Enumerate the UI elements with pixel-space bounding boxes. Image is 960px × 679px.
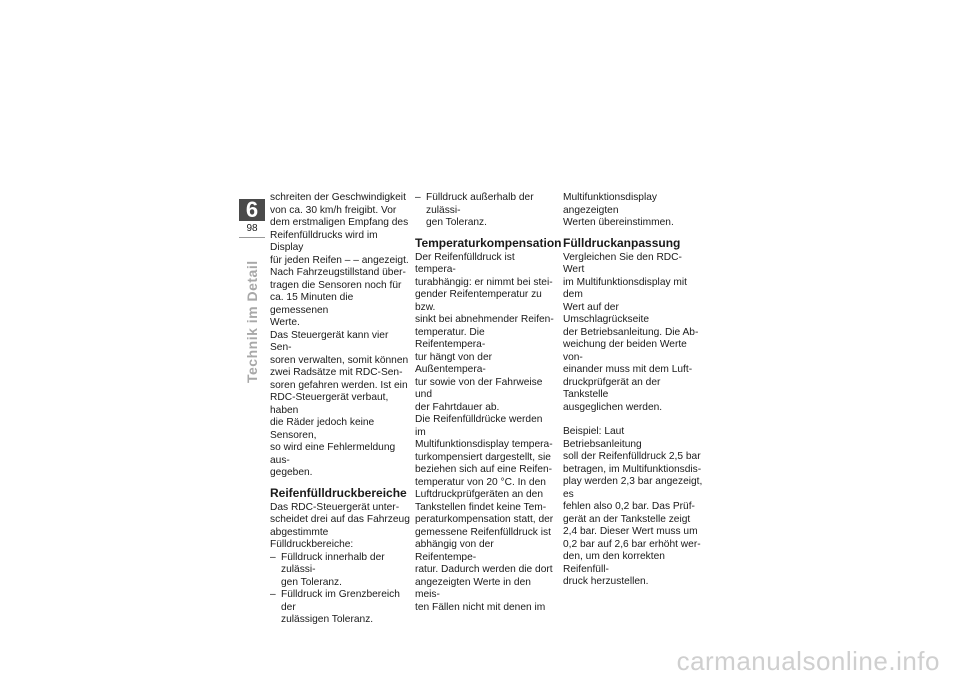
- section-heading: Fülldruckanpassung: [563, 235, 681, 250]
- list-item: – Fülldruck außerhalb der zulässi- gen Toleranz.: [415, 192, 555, 230]
- text-column-3: [563, 192, 703, 589]
- text-column-1: [270, 192, 410, 627]
- chapter-divider: [239, 237, 265, 238]
- section-heading: Reifenfülldruckbereiche: [270, 485, 407, 500]
- chapter-number-tab: 6: [239, 199, 265, 221]
- section-heading: Temperaturkompensation: [415, 235, 562, 250]
- paragraph-spacer: [563, 414, 703, 426]
- text-column-2: [415, 192, 562, 614]
- watermark: carmanualsonline.info: [676, 646, 940, 676]
- list-item: – Fülldruck im Grenzbereich der zulässigen Toleranz.: [270, 589, 410, 627]
- paragraph: Das RDC-Steuergerät unter- scheidet drei auf das Fahrzeug abgestimmte Fülldruckbereiche:: [270, 501, 410, 550]
- list-item: – Fülldruck innerhalb der zulässi- gen Toleranz.: [270, 552, 410, 590]
- paragraph: Das Steuergerät kann vier Sen- soren verwalten, somit können zwei Radsätze mit RDC-Sen- soren gefahren werden. Ist ein RDC-Steuergerät verbaut, haben die Räder jedoch keine Sensoren, so wird eine Fehlermeldung aus- gegeben.: [270, 329, 409, 478]
- page-number: 98: [246, 223, 258, 234]
- paragraph: Vergleichen Sie den RDC-Wert im Multifunktionsdisplay mit dem Wert auf der Umschlagrückseite der Betriebsanleitung. Die Ab- weichung der beiden Werte von- einander muss mit dem Luft- druckprüfgerät an der Tankstelle ausgeglichen werden.: [563, 251, 699, 413]
- paragraph: Die Reifenfülldrücke werden im Multifunktionsdisplay tempera- turkompensiert dargestellt, sie beziehen sich auf eine Reifen- temperatur von 20 °C. In den Luftdruckprüfgeräten an den Tankstellen findet keine Tem- peraturkompensation statt, der gemessene Reifenfülldruck ist abhängig von der Reifentempe- ratur. Dadurch werden die dort angezeigten Werte in den meis- ten Fällen nicht mit denen im: [415, 414, 554, 613]
- paragraph: Der Reifenfülldruck ist tempera- turabhängig: er nimmt bei stei- gender Reifentemperatur zu bzw. sinkt bei abnehmender Reifen- temperatur. Die Reifentempera- tur hängt von der Außentempera- tur sowie von der Fahrweise und der Fahrtdauer ab.: [415, 251, 554, 413]
- paragraph: Beispiel: Laut Betriebsanleitung soll der Reifenfülldruck 2,5 bar betragen, im Multifunktionsdis- play werden 2,3 bar angezeigt, es fehlen also 0,2 bar. Das Prüf- gerät an der Tankstelle zeigt 2,4 bar. Dieser Wert muss um 0,2 bar auf 2,6 bar erhöht wer- den, um den korrekten Reifenfüll- druck herzustellen.: [563, 426, 703, 587]
- chapter-title-vertical: Technik im Detail: [244, 260, 260, 383]
- paragraph: schreiten der Geschwindigkeit von ca. 30 km/h freigibt. Vor dem erstmaligen Empfang des Reifenfülldrucks wird im Display für jeden Reifen – – angezeigt. Nach Fahrzeugstillstand über- tragen die Sensoren noch für ca. 15 Minuten die gemessenen Werte.: [270, 192, 409, 328]
- paragraph: Multifunktionsdisplay angezeigten Werten übereinstimmen.: [563, 192, 674, 228]
